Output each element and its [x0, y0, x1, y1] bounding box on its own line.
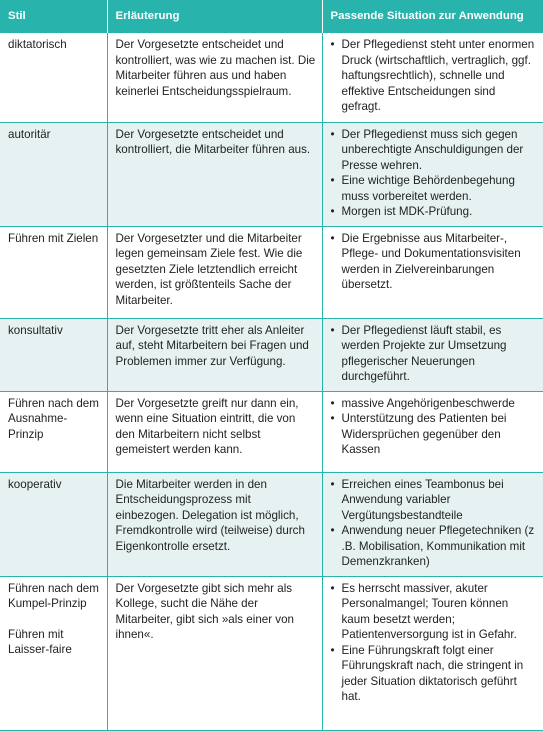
style-name: diktatorisch [8, 38, 67, 51]
situation-list [331, 477, 538, 570]
situation-item: • Unterstützung des Patienten bei Widersprüchen gegenüber den Kassen [331, 411, 538, 458]
situation-cell [322, 318, 543, 391]
style-name: autoritär [8, 127, 51, 141]
situation-cell [322, 472, 543, 576]
style-cell [0, 122, 107, 226]
situation-cell [322, 391, 543, 472]
table-row [0, 122, 543, 226]
situation-list [331, 581, 538, 705]
situation-item: • Der Pflegedienst läuft stabil, es werden Projekte zur Umsetzung pflegerischer Neuerungen durchgeführt. [331, 323, 538, 385]
table-row [0, 472, 543, 576]
situation-item: • Anwendung neuer Pflegetechniken (z .B. Mobilisation, Kommunikation mit Demenzkranken) [331, 523, 538, 570]
style-name: Führen mit Zielen [8, 231, 99, 245]
table-row [0, 391, 543, 472]
style-cell [0, 472, 107, 576]
style-cell [0, 226, 107, 318]
header-row [0, 0, 543, 33]
table-row [0, 576, 543, 730]
situation-cell [322, 122, 543, 226]
table-header [0, 0, 543, 33]
explanation-cell: Der Vorgesetzte tritt eher als Anleiter auf, steht Mitarbeitern bei Fragen und Problemen immer zur Verfügung. [107, 318, 322, 391]
situation-list [331, 127, 538, 220]
situation-cell [322, 576, 543, 730]
style-name: konsultativ [8, 323, 63, 337]
table-row [0, 33, 543, 122]
style-name: Führen nach dem Ausnahme-Prinzip [8, 396, 99, 441]
style-cell [0, 318, 107, 391]
explanation-cell: Die Mitarbeiter werden in den Entscheidungsprozess mit einbezogen. Delegation ist möglich, Fremdkontrolle wird (teilweise) durch Eigenkontrolle ersetzt. [107, 472, 322, 576]
header-explanation: Erläuterung [107, 0, 322, 33]
explanation-cell: Der Vorgesetzte greift nur dann ein, wenn eine Situation eintritt, die von den Mitarbeitern nicht selbst gemeistert werden kann. [107, 391, 322, 472]
situation-list [331, 231, 538, 293]
style-cell [0, 576, 107, 730]
situation-item: • Eine Führungskraft folgt einer Führungskraft nach, die stringent in jeder Situation diktatorisch geführt hat. [331, 643, 538, 705]
situation-item: • Die Ergebnisse aus Mitarbeiter-, Pflege- und Dokumentationsvisiten werden in Zielvereinbarungen übersetzt. [331, 231, 538, 293]
style-name: Führen mit Laisser-faire [8, 627, 72, 656]
explanation-cell: Der Vorgesetzte gibt sich mehr als Kollege, sucht die Nähe der Mitarbeiter, gibt sich »als einer von ihnen«. [107, 576, 322, 730]
situation-item: • Erreichen eines Teambonus bei Anwendung variabler Vergütungsbestandteile [331, 477, 538, 524]
situation-cell [322, 226, 543, 318]
situation-item: • Der Pflegedienst steht unter enormen Druck (wirtschaftlich, vertraglich, ggf. haftungsrechtlich), schnelle und effektive Entscheidungen sind gefragt. [331, 37, 538, 115]
situation-list [331, 37, 538, 115]
explanation-cell: Der Vorgesetzter und die Mitarbeiter legen gemeinsam Ziele fest. Wie die gesetzten Ziele letztendlich erreicht werden, ist größtenteils Sache der Mitarbeiter. [107, 226, 322, 318]
situation-list [331, 323, 538, 385]
situation-list [331, 396, 538, 458]
situation-item: • Der Pflegedienst muss sich gegen unberechtigte Anschuldigungen der Presse wehren. [331, 127, 538, 174]
style-cell [0, 391, 107, 472]
explanation-cell: Der Vorgesetzte entscheidet und kontrolliert, die Mitarbeiter führen aus. [107, 122, 322, 226]
situation-cell [322, 33, 543, 122]
header-style: Stil [0, 0, 107, 33]
table-row [0, 318, 543, 391]
situation-item: • Eine wichtige Behördenbegehung muss vorbereitet werden. [331, 173, 538, 204]
situation-item: • massive Angehörigenbeschwerde [331, 396, 538, 412]
situation-item: • Morgen ist MDK-Prüfung. [331, 204, 538, 220]
situation-item: • Es herrscht massiver, akuter Personalmangel; Touren können kaum besetzt werden; Patientenversorgung ist in Gefahr. [331, 581, 538, 643]
table-body [0, 33, 543, 730]
explanation-cell: Der Vorgesetzte entscheidet und kontrolliert, was wie zu machen ist. Die Mitarbeiter führen aus und haben keinerlei Entscheidungsspielraum. [107, 33, 322, 122]
style-name: kooperativ [8, 477, 62, 491]
style-cell [0, 33, 107, 122]
table-row [0, 226, 543, 318]
header-situation: Passende Situation zur Anwendung [322, 0, 543, 33]
style-name: Führen nach dem Kumpel-Prinzip [8, 581, 99, 610]
